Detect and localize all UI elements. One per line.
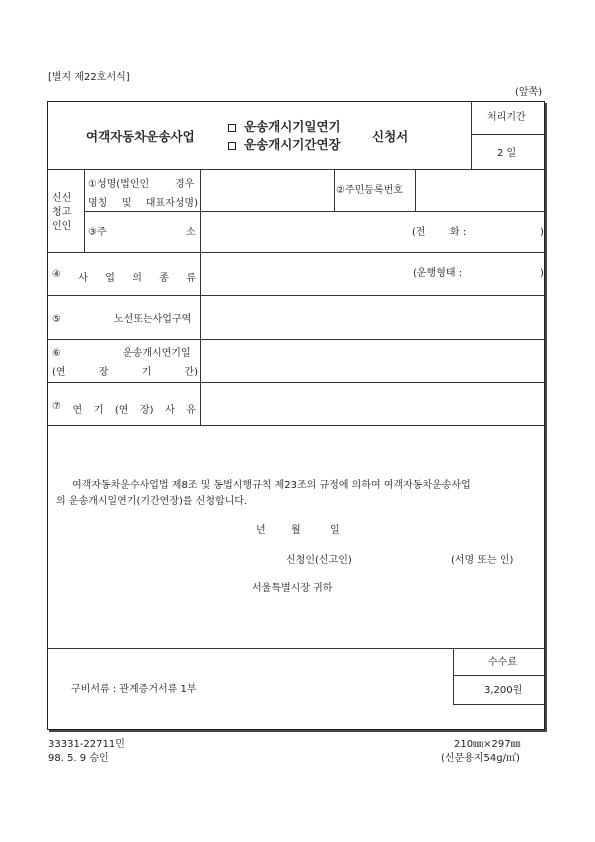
statement-line1: 여객자동차운수사업법 제8조 및 동법시행규칙 제23조의 규정에 의하여 여객자동차운송사업 <box>72 480 471 491</box>
extension-label-char-2: 장 <box>98 367 109 378</box>
page-side-label: (앞쪽) <box>515 87 543 98</box>
label-column-divider <box>200 169 201 425</box>
extension-label-char-4: 간) <box>184 367 198 378</box>
paper-size: 210㎜×297㎜ <box>454 739 521 750</box>
start-delay-field[interactable] <box>203 343 543 379</box>
business-type-field[interactable] <box>203 256 403 292</box>
extension-period-label <box>52 363 198 378</box>
fee-line <box>453 675 545 676</box>
applicant-group-label-1: 신신 <box>52 193 72 204</box>
processing-label: 처리기간 <box>487 112 526 123</box>
name-label-line1-end: 경우 <box>175 179 195 190</box>
signature-note: (서명 또는 인) <box>451 555 514 566</box>
business-type-label <box>52 269 196 284</box>
option2-label: 운송개시기간연장 <box>244 137 341 152</box>
name-field[interactable] <box>203 172 331 208</box>
row-line-1 <box>47 169 545 170</box>
addressee: 서울특별시장 귀하 <box>252 583 333 594</box>
route-field[interactable] <box>203 299 543 335</box>
paper-type: (신문용지54g/㎡) <box>441 753 520 764</box>
form-code: [별지 제22호서식] <box>48 72 130 83</box>
row-line-6 <box>47 382 545 383</box>
name-label-line1: ①성명(법인인 <box>88 179 150 190</box>
reason-char-4: (연 <box>114 405 129 416</box>
extension-label-char-3: 기 <box>141 367 152 378</box>
processing-value: 2 일 <box>497 148 517 159</box>
applicant-group-label-2: 청고 <box>52 207 72 218</box>
resident-number-label: ②주민등록번호 <box>336 185 403 196</box>
name-label-word-2: 및 <box>121 198 132 209</box>
approval-date: 98. 5. 9 승인 <box>48 753 109 764</box>
business-type-char-6: 류 <box>186 273 196 284</box>
start-delay-label: 운송개시연기일 <box>123 348 191 359</box>
address-label-end: 소 <box>186 227 196 238</box>
extension-label-char-1: (연 <box>52 367 66 378</box>
option1-label: 운송개시기일연기 <box>244 119 341 134</box>
date-year-label: 년 <box>256 525 266 536</box>
reason-label <box>52 401 196 416</box>
reason-char-7: 유 <box>186 405 196 416</box>
start-delay-number: ⑥ <box>52 348 61 359</box>
phone-label-open: (전 <box>412 227 426 238</box>
name-label-word-3: 대표자성명) <box>145 198 198 209</box>
reason-char-6: 사 <box>165 405 175 416</box>
phone-label-mid: 화 : <box>450 227 467 238</box>
processing-divider <box>471 101 472 169</box>
address-field[interactable] <box>203 214 403 249</box>
business-type-char-1: ④ <box>52 269 61 280</box>
row-line-4 <box>47 295 545 296</box>
row-line-5 <box>47 339 545 340</box>
row-line-2 <box>84 211 545 212</box>
form-number: 33331-22711민 <box>48 739 125 750</box>
applicant-group-label-3: 인인 <box>52 221 72 232</box>
reason-char-2: 연 <box>72 405 83 416</box>
business-type-char-2: 사 <box>78 273 88 284</box>
row-line-7 <box>47 425 545 426</box>
row-line-8 <box>47 648 545 649</box>
reason-char-3: 기 <box>93 405 104 416</box>
resident-divider-left <box>334 169 335 211</box>
date-month-label: 월 <box>291 525 301 536</box>
statement-line2: 의 운송개시일연기(기간연장)를 신청합니다. <box>56 496 248 507</box>
form-title-suffix: 신청서 <box>372 129 409 144</box>
reason-char-1: ⑦ <box>52 401 61 412</box>
fee-bottom-line <box>453 704 545 705</box>
reason-field[interactable] <box>203 386 543 422</box>
operation-type-field[interactable] <box>472 262 538 284</box>
name-label-line2 <box>88 194 198 209</box>
option1-checkbox[interactable] <box>228 124 236 132</box>
option2-checkbox[interactable] <box>228 142 236 150</box>
fee-label: 수수료 <box>488 657 517 668</box>
attachments-text: 구비서류 : 관계증거서류 1부 <box>71 684 197 695</box>
form-title-main: 여객자동차운송사업 <box>86 129 195 144</box>
signature-field[interactable] <box>362 551 446 569</box>
phone-label-close: ) <box>540 227 544 238</box>
applicant-signature-label: 신청인(신고인) <box>286 555 352 566</box>
operation-type-close: ) <box>540 268 544 279</box>
name-label-word-1: 명칭 <box>88 198 108 209</box>
business-type-char-3: 업 <box>105 273 115 284</box>
fee-value: 3,200원 <box>484 685 523 696</box>
resident-number-field[interactable] <box>418 172 542 208</box>
route-number: ⑤ <box>52 314 61 325</box>
phone-field[interactable] <box>472 220 538 242</box>
route-label: 노선또는사업구역 <box>114 314 192 325</box>
resident-divider-right <box>415 169 416 211</box>
operation-type-label: (운행형태 : <box>413 268 463 279</box>
business-type-char-4: 의 <box>132 273 142 284</box>
fee-divider <box>453 648 454 705</box>
business-type-char-5: 종 <box>159 273 169 284</box>
address-label: ③주 <box>88 227 107 238</box>
date-day-label: 일 <box>330 525 340 536</box>
reason-char-5: 장) <box>140 405 154 416</box>
processing-line <box>471 134 545 135</box>
row-line-3 <box>47 252 545 253</box>
